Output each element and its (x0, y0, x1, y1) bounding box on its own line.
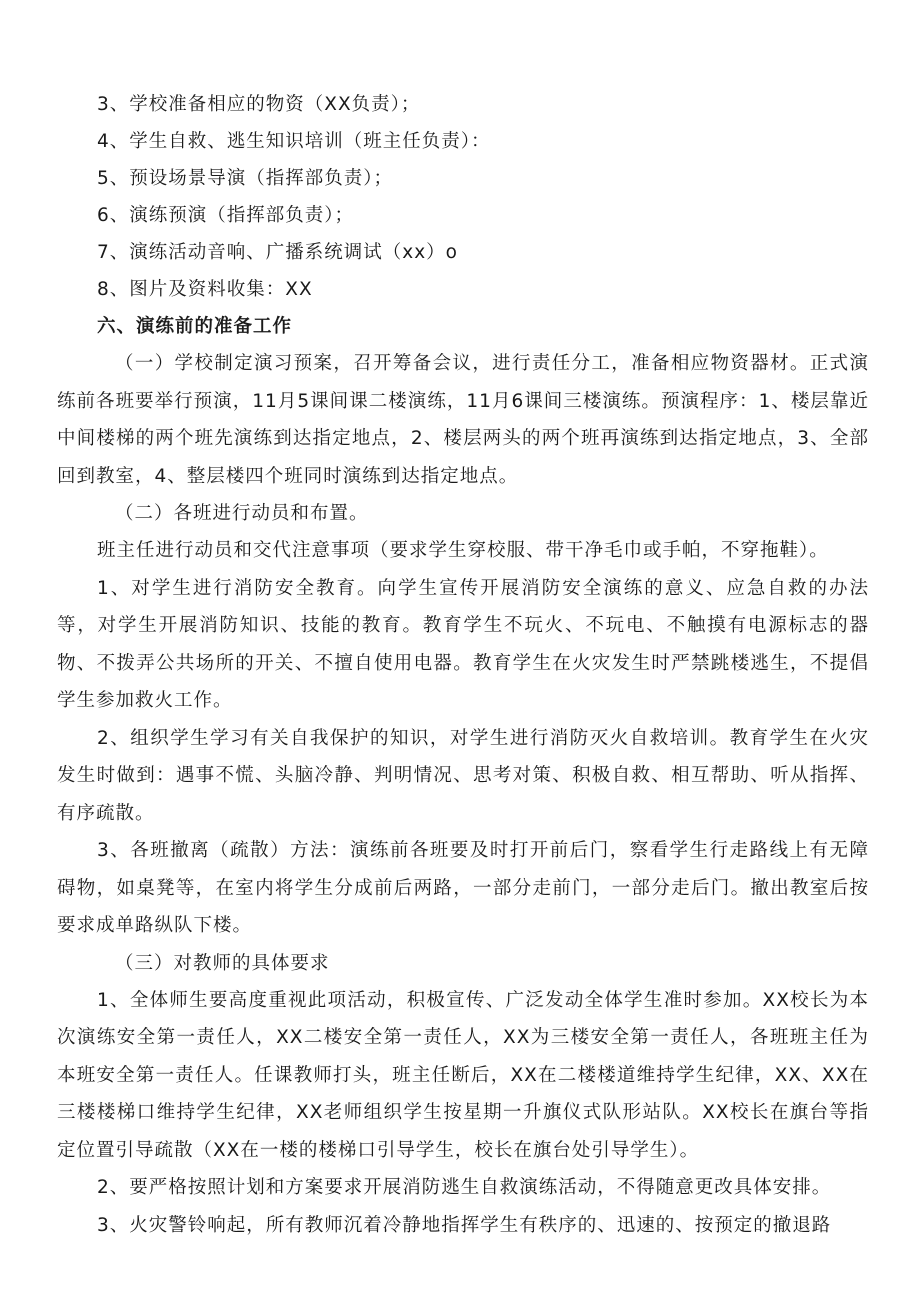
subsection-heading: （三）对教师的具体要求 (115, 952, 330, 974)
list-item: 8、图片及资料收集：XX (97, 279, 313, 300)
list-item: 3、学校准备相应的物资（XX负责）； (97, 94, 421, 115)
paragraph-sub2-3: 3、各班撤离（疏散）方法：演练前各班要及时打开前后门，察看学生行走路线上有无障碍物，如桌凳等，在室内将学生分成前后两路，一部分走前门，一部分走后门。撤出教室后按要求成单路纵队下楼。 (57, 840, 869, 936)
paragraph-sub2-intro: 班主任进行动员和交代注意事项（要求学生穿校服、带干净毛巾或手帕，不穿拖鞋）。 (97, 540, 829, 561)
list-item: 7、演练活动音响、广播系统调试（xx）o (97, 242, 458, 263)
paragraph-sub3-2: 2、要严格按照计划和方案要求开展消防逃生自救演练活动，不得随意更改具体安排。 (97, 1177, 832, 1198)
list-item: 5、预设场景导演（指挥部负责）； (97, 168, 394, 189)
paragraph-sub1: （一）学校制定演习预案，召开筹备会议，进行责任分工，准备相应物资器材。正式演练前各班要举行预演，11月5课间课二楼演练，11月6课间三楼演练。预演程序：1、楼层靠近中间楼梯的两个班先演练到达指定地点，2、楼层两头的两个班再演练到达指定地点，3、全部回到教室，4、整层楼四个班同时演练到达指定地点。 (57, 353, 869, 487)
paragraph-sub2-1: 1、对学生进行消防安全教育。向学生宣传开展消防安全演练的意义、应急自救的办法等，对学生开展消防知识、技能的教育。教育学生不玩火、不玩电、不触摸有电源标志的器物、不拨弄公共场所的开关、不擅自使用电器。教育学生在火灾发生时严禁跳楼逃生，不提倡学生参加救火工作。 (57, 577, 869, 711)
paragraph-sub3-1: 1、全体师生要高度重视此项活动，积极宣传、广泛发动全体学生准时参加。XX校长为本次演练安全第一责任人，XX二楼安全第一责任人，XX为三楼安全第一责任人，各班班主任为本班安全第一责任人。任课教师打头，班主任断后，XX在二楼楼道维持学生纪律，XX、XX在三楼楼梯口维持学生纪律，XX老师组织学生按星期一升旗仪式队形站队。XX校长在旗台等指定位置引导疏散（XX在一楼的楼梯口引导学生，校长在旗台处引导学生）。 (57, 989, 869, 1161)
list-item: 4、学生自救、逃生知识培训（班主任负责）： (97, 131, 491, 152)
section-heading: 六、演练前的准备工作 (97, 316, 293, 337)
subsection-heading: （二）各班进行动员和布置。 (115, 503, 369, 524)
document-page (57, 86, 869, 1244)
paragraph-sub2-2: 2、组织学生学习有关自我保护的知识，对学生进行消防灭火自救培训。教育学生在火灾发生时做到：遇事不慌、头脑冷静、判明情况、思考对策、积极自救、相互帮助、听从指挥、有序疏散。 (57, 727, 869, 824)
list-item: 6、演练预演（指挥部负责）； (97, 205, 355, 226)
paragraph-sub3-3: 3、火灾警铃响起，所有教师沉着冷静地指挥学生有秩序的、迅速的、按预定的撤退路 (97, 1214, 832, 1236)
